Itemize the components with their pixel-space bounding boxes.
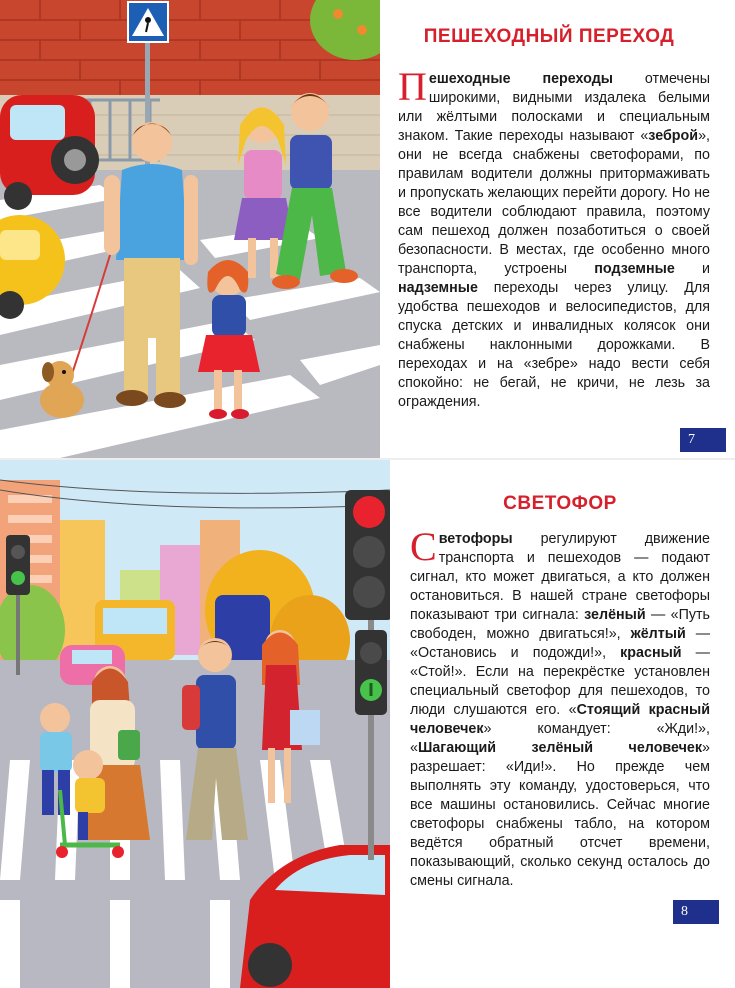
text-bold: зеброй <box>648 128 699 144</box>
text-run: — «Стой!». Если на перекрёстке установлен специальный светофор для пешеходов, то люди слушаются его. « <box>410 645 710 718</box>
crosswalk-illustration <box>0 0 380 458</box>
text-bold: Шагающий зелёный человечек <box>417 740 703 756</box>
drop-cap-letter: С <box>410 524 437 569</box>
traffic-light-icon <box>345 490 390 620</box>
pedestrian-crossing-sign-icon <box>128 2 168 42</box>
page-number: 8 <box>673 900 719 924</box>
page-7 <box>0 0 735 458</box>
article-body <box>410 524 710 891</box>
text-bold: подземные <box>594 261 675 277</box>
text-bold: зелёный <box>584 607 646 623</box>
text-bold: ветофоры <box>438 531 513 547</box>
text-run: регулируют движение транспорта и пешеходов — подают сигнал, кто может двигаться, а кто должен остановиться. В нашей стране светофоры показывают три сигнала: <box>410 531 710 623</box>
text-run: » командует: «Жди!», « <box>410 721 710 756</box>
text-run: переходы через улицу. Для удобства пешеходов и велосипедистов, для спуска детских и инвалидных колясок они снабжены наклонными дорожками. В переходах и на «зебре» надо вести себя спокойно: не бегай, не кричи, не лезь за ограждения. <box>398 280 710 410</box>
text-run: — «Путь свободен, можно двигаться!», <box>410 607 710 642</box>
page-title: СВЕТОФОР <box>503 493 617 514</box>
page-title: ПЕШЕХОДНЫЙ ПЕРЕХОД <box>423 26 675 47</box>
text-bold: красный <box>620 645 682 661</box>
text-run: отмечены широкими, видными издалека белыми или жёлтыми полосками и специальным знаком. Такие переходы называют « <box>398 71 710 144</box>
page-8 <box>0 460 735 988</box>
text-run: », они не всегда снабжены светофорами, по правилам водители должны притормаживать и пропускать желающих перейти дорогу. Но не все водители соблюдают правила, поэтому сам пешеход должен позаботиться о своей безопасности. В местах, где особенно много транспорта, устроены <box>398 128 710 277</box>
text-bold: ешеходные переходы <box>428 71 613 87</box>
text-run: и <box>674 261 710 277</box>
text-bold: Стоящий красный человечек <box>410 702 710 737</box>
traffic-light-illustration <box>0 460 390 988</box>
drop-cap-letter: П <box>398 64 427 109</box>
page-number: 7 <box>680 428 726 452</box>
text-bold: жёлтый <box>630 626 686 642</box>
pedestrian-traffic-light-icon <box>355 630 387 715</box>
text-run: » разрешает: «Иди!». Но прежде чем выполнять эту команду, удостоверься, что все машины остановились. Сейчас многие светофоры снабжены табло, на котором ведётся обратный отсчет времени, показывающий, сколько секунд осталось до смены сигнала. <box>410 740 710 889</box>
text-bold: надземные <box>398 280 478 296</box>
article-body <box>398 64 710 412</box>
text-run: — «Остановись и подожди!», <box>410 626 710 661</box>
